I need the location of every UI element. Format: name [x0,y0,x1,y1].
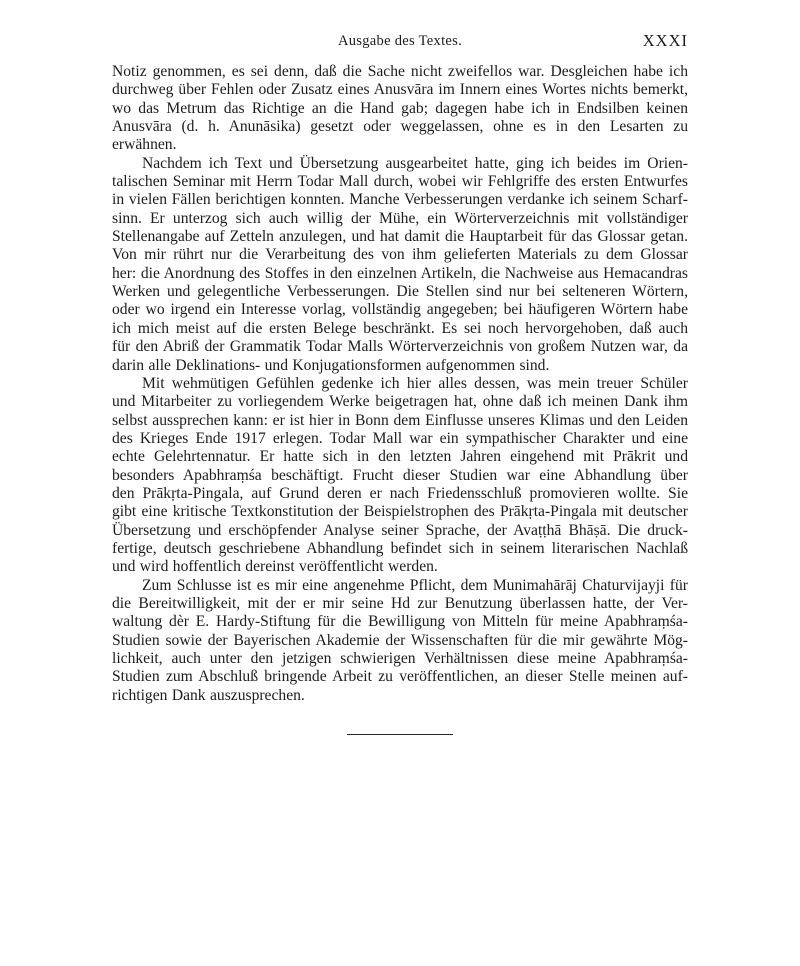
text-line: her: die Anordnung des Stoffes in den einzelnen Artikeln, die Nachweise aus Hemacandras [112,264,688,282]
text-line: echte Gelehrtennatur. Er hatte sich in den letzten Jahren eingehend mit Prākrit und [112,448,688,466]
text-line: gibt eine kritische Textkonstitution der Beispielstrophen des Prākṛta-Pingala mit deutscher [112,503,688,521]
text-line: und Mitarbeiter zu vorliegendem Werke beigetragen hat, ohne daß ich meinen Dank ihm [112,393,688,411]
running-title: Ausgabe des Textes. [337,33,462,49]
paragraph [112,375,688,577]
text-line: ich mich meist auf die ersten Belege beschränkt. Es sei noch hervorgehoben, daß auch [112,319,688,337]
text-block [112,63,688,705]
text-line: des Krieges Ende 1917 erlegen. Todar Mall war ein sympathischer Charakter und eine [112,429,688,447]
text-line: Übersetzung und erschöpfender Analyse seiner Sprache, der Avaṭṭhā Bhāṣā. Die druck- [112,521,688,539]
text-line: die Bereitwilligkeit, mit der er mir seine Hd zur Benutzung überlassen hatte, der Ver- [112,594,688,612]
text-line: waltung dèr E. Hardy-Stiftung für die Bewilligung von Mitteln für meine Apabhraṃśa- [112,613,688,631]
text-line: sinn. Er unterzog sich auch willig der Mühe, ein Wörterverzeichnis mit vollständiger [112,209,688,227]
text-line: Stellenangabe auf Zetteln anzulegen, und hat damit die Hauptarbeit für das Glossar getan. [112,228,688,246]
text-line: oder wo irgend ein Interesse vorlag, vollständig angegeben; bei häufigeren Wörtern habe [112,301,688,319]
divider-rule [347,734,453,735]
text-line: Anusvāra (d. h. Anunāsika) gesetzt oder weggelassen, ohne es in den Lesarten zu erwähnen. [112,118,688,154]
running-header [112,33,688,51]
section-divider [0,734,800,735]
text-line: Studien sowie der Bayerischen Akademie der Wissenschaften für die mir gewährte Mög- [112,631,688,649]
text-line: selbst aussprechen kann: er ist hier in Bonn dem Einflusse unseres Klimas und den Leiden [112,411,688,429]
text-line: den Prākṛta-Pingala, auf Grund deren er nach Friedensschluß promovieren wollte. Sie [112,484,688,502]
text-line: richtigen Dank auszusprechen. [112,686,305,704]
paragraph [112,155,688,375]
text-line: besonders Apabhraṃśa beschäftigt. Frucht dieser Studien war eine Abhandlung über [112,466,688,484]
page-number: XXXI [642,31,688,50]
text-line: Nachdem ich Text und Übersetzung ausgearbeitet hatte, ging ich beides im Orien- [142,154,688,172]
paragraph [112,577,688,705]
text-line: Zum Schlusse ist es mir eine angenehme Pflicht, dem Munimahārāj Chaturvijayji für [142,576,688,594]
text-line: Mit wehmütigen Gefühlen gedenke ich hier alles dessen, was mein treuer Schüler [142,374,688,392]
text-line: und wird hoffentlich dereinst veröffentlicht werden. [112,558,438,576]
text-line: lichkeit, auch unter den jetzigen schwierigen Verhältnissen diese meine Apabhraṃśa- [112,650,688,667]
paragraph [112,63,688,155]
text-line: Studien zum Abschluß bringende Arbeit zu veröffentlichen, an dieser Stelle meinen auf- [112,668,688,686]
text-line: Werken und gelegentliche Verbesserungen. Die Stellen sind nur bei selteneren Wörtern, [112,283,688,301]
text-line: Notiz genommen, es sei denn, daß die Sache nicht zweifellos war. Desgleichen habe ich [112,63,688,80]
text-line: durchweg über Fehlen oder Zusatz eines Anusvāra im Innern eines Wortes nichts bemerkt, [112,81,688,99]
text-line: wo das Metrum das Richtige an die Hand gab; dagegen habe ich in Endsilben keinen [112,99,688,117]
text-line: in vielen Fällen berichtigen konnten. Manche Verbesserungen verdanke ich seinem Scharf- [112,191,688,209]
text-line: für den Abriß der Grammatik Todar Malls Wörterverzeichnis von großem Nutzen war, da [112,338,688,356]
text-line: talischen Seminar mit Herrn Todar Mall durch, wobei wir Fehlgriffe des ersten Entwurfes [112,173,688,191]
text-line: Von mir rührt nur die Verarbeitung des von ihm gelieferten Materials zu dem Glossar [112,246,688,264]
text-line: fertige, deutsch geschriebene Abhandlung befindet sich in seinem literarischen Nachlaß [112,539,688,557]
text-line: darin alle Deklinations- und Konjugationsformen aufgenommen sind. [112,356,550,374]
